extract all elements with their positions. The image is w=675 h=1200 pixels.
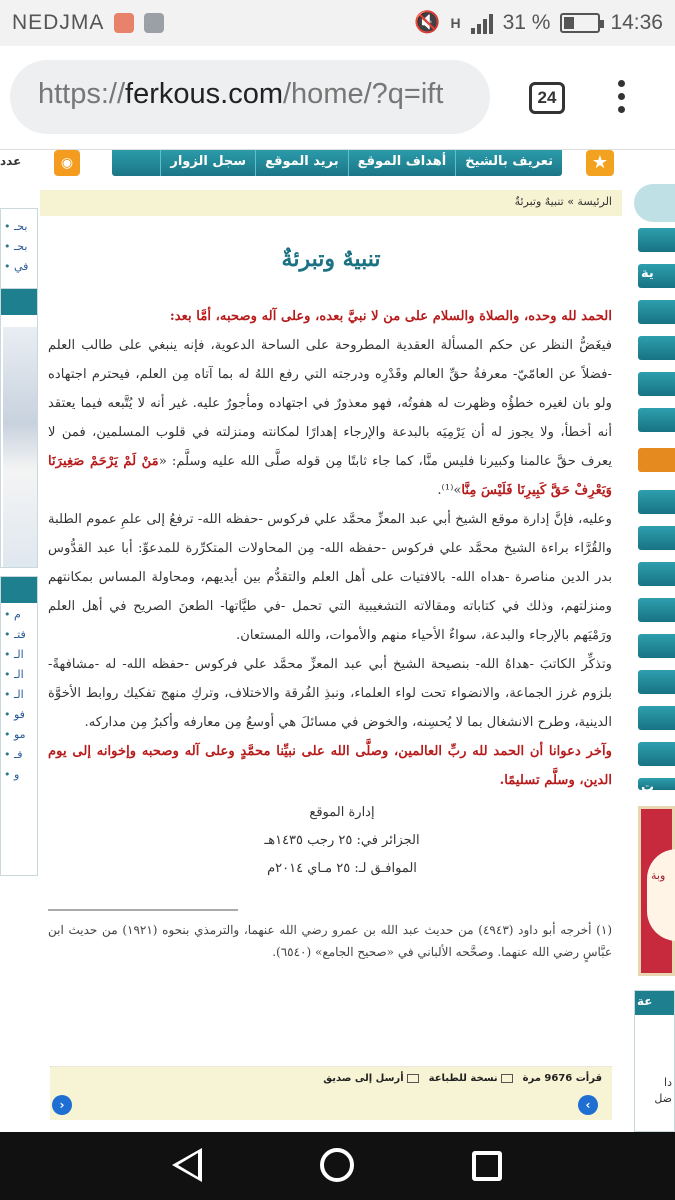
recent-apps-icon[interactable] (472, 1151, 502, 1181)
mute-icon: 🔇 (414, 11, 441, 34)
book-title: وبة (647, 849, 675, 941)
left-link[interactable]: • و (4, 765, 37, 785)
right-box (634, 990, 675, 1132)
url-bar[interactable] (10, 60, 490, 134)
left-box-3 (0, 576, 38, 876)
browser-toolbar (0, 46, 675, 150)
battery-icon (560, 13, 600, 33)
signature-line: إدارة الموقع (309, 805, 375, 820)
breadcrumb[interactable]: الرئيسة » تنبيهٌ وتبرئةٌ (40, 190, 622, 216)
gallery-notification-icon (144, 13, 164, 33)
right-menu-item[interactable] (638, 742, 675, 766)
web-page (0, 150, 675, 1132)
url-scheme: https:// (38, 78, 126, 110)
right-menu-item[interactable] (638, 562, 675, 586)
article-opening: الحمد لله وحده، والصلاة والسلام على من لا نبيَّ بعده، وعلى آله وصحبه، أمَّا بعد: (169, 309, 612, 324)
clock: 14:36 (610, 11, 663, 34)
printer-icon (501, 1074, 513, 1083)
article-closing: وآخر دعوانا أن الحمد لله ربِّ العالمين، وصلَّى الله على نبيِّنا محمَّدٍ وعلى آله وصحبه وإخوانه إلى يوم الدين، وسلَّم تسليمًا. (48, 744, 612, 788)
carrier-name: NEDJMA (12, 11, 105, 34)
tab-switcher-button[interactable]: 24 (529, 82, 565, 114)
left-box-2 (0, 288, 38, 568)
right-menu-item[interactable]: ت (638, 778, 675, 790)
envelope-icon (407, 1074, 419, 1083)
app-notification-icon (114, 13, 134, 33)
status-bar (0, 0, 675, 46)
left-link[interactable]: • فتـ (4, 625, 37, 645)
left-link[interactable]: • الـ (4, 645, 37, 665)
nav-about-sheikh[interactable]: تعريف بالشيخ (455, 150, 562, 176)
right-menu-item[interactable] (638, 526, 675, 550)
book-cover-image[interactable] (638, 806, 675, 976)
right-menu-item[interactable]: ية (638, 264, 675, 288)
right-box-text: دا ضل (654, 1076, 672, 1105)
header-decoration (634, 184, 675, 222)
right-menu-item[interactable] (638, 598, 675, 622)
right-menu-item[interactable] (638, 408, 675, 432)
hadith-quote: مَنْ لَمْ يَرْحَمْ صَغِيرَنَا وَيَعْرِفْ حَقَّ كَبِيرِنَا فَلَيْسَ مِنَّا (48, 454, 612, 498)
right-menu-item[interactable] (638, 300, 675, 324)
article-body (40, 302, 622, 795)
left-link[interactable]: • الـ (4, 685, 37, 705)
back-icon[interactable] (172, 1148, 202, 1182)
left-link[interactable]: • فـ (4, 745, 37, 765)
right-menu-item[interactable] (638, 670, 675, 694)
left-link[interactable]: • بحـ (4, 237, 37, 257)
system-nav-bar (0, 1132, 675, 1200)
main-content (40, 190, 622, 1132)
print-link[interactable] (429, 1073, 513, 1084)
right-menu-item[interactable] (638, 706, 675, 730)
footnote-ref[interactable]: »⁽¹⁾. (437, 483, 462, 498)
url-path: /home/?q=ift (283, 78, 444, 110)
battery-percent: 31 % (502, 11, 551, 34)
next-article-icon[interactable]: › (578, 1095, 598, 1115)
left-box-header (1, 289, 37, 315)
page-title: تنبيهٌ وتبرئةٌ (281, 246, 381, 272)
right-box-title: عة (635, 991, 674, 1015)
right-menu-item[interactable] (638, 372, 675, 396)
signature-block (192, 799, 492, 883)
right-sidebar (634, 184, 675, 1132)
right-menu-item-active[interactable] (638, 448, 675, 472)
print-label: نسخة للطباعة (428, 1073, 498, 1084)
footnote: (١) أخرجه أبو داود (٤٩٤٣) من حديث عبد الله بن عمرو رضي الله عنهما، والترمذي بنحوه (١٩٢١) من حديث ابن عبَّاسٍ رضي الله عنهما. وصحَّحه الألباني في «صحيح الجامع» (٦٥٤٠). (48, 923, 612, 959)
signature-line: الموافـق لـ: ٢٥ مـاي ٢٠١٤م (267, 861, 417, 876)
main-navbar (112, 150, 562, 176)
right-menu-item[interactable] (638, 228, 675, 252)
article-paragraph-2: وعليه، فإنَّ إدارة موقع الشيخ أبي عبد المعزِّ محمَّد علي فركوس -حفظه الله- ترفعُ إلى علمِ عموم الطلبة والقُرَّاء براءة الشيخ محمَّد علي فركوس -حفظه الله- مِن المحاولات المتكرِّرة للمدعوِّ: أبا عبد القدُّوس بدر الدين مناصرة -هداه الله- بالافتيات على أهل العلم والتقدُّم بين أيديهم، ومحاولة المساس بمكانتهم ومنزلتهم، وذلك في كتاباته ومقالاته التشغيبية التي تحمل -في طيَّاتها- الطعنَ الصريح في أهل العلم ورَمْيَهم بالإرجاء والبدعة، سواءٌ الأحياء منهم والأموات، والله المستعان. (48, 512, 612, 643)
right-menu-item[interactable] (638, 336, 675, 360)
nav-site-goals[interactable]: أهداف الموقع (348, 150, 456, 176)
url-host: ferkous.com (125, 78, 283, 110)
right-menu-item[interactable] (638, 634, 675, 658)
read-count: قرأت 9676 مرة (522, 1073, 602, 1084)
left-sidebar (0, 184, 38, 1132)
article-paragraph-3: وتذكِّر الكاتبَ -هداهُ الله- بنصيحة الشيخ أبي عبد المعزِّ محمَّد علي فركوس -حفظه الله- له -مشافهةً- بلزوم غرز الجماعة، والانضواء تحت لواء العلماء، ونبذِ الفُرقة والاختلاف، وتركِ منهج تفكيك روابط الأخوَّة الدينية، وطرح الانشغال بما لا يُحسِنه، والخوض في مسائلَ هي أوسعُ مِن معارفه وأكبرُ مِن مداركه. (48, 657, 612, 730)
article-paragraph-1 (48, 331, 612, 505)
nav-site-mail[interactable]: بريد الموقع (255, 150, 347, 176)
left-link[interactable]: • فو (4, 705, 37, 725)
favorite-star-icon[interactable]: ★ (586, 150, 614, 176)
paragraph-text: فيغَضُّ النظر عن حكم المسألة العقدية المطروحة على الساحة الدعوية، فإنه ينبغي على طالب العلم -فضلاً عن العامّيّ- معرفةُ حقِّ العالم وقَدْرِه ودرجته التي رفع اللهُ له بما آتاه مِن العلم، فيحترم اجتهاده ولو بان لغيره خطؤُه وظهرت له هفوتُه، فهو معذورٌ في اجتهاده ومأجورٌ عليه. غير أنه لا يُتَّبعه فيما يعتقد أنه أخطأ، ولا يجوز له أن يَرْمِيَه بالبدعة والإرجاء إهدارًا لمكانته ومنزلته في قلوب المسلمين، فمن لا يعرف حقَّ عالمنا وكبيرنا فليس منَّا، كما جاء ثابتًا مِن قوله صلَّى الله عليه وسلَّم: « (48, 338, 612, 469)
article-tools (323, 1073, 602, 1084)
signature-line: الجزائر في: ٢٥ رجب ١٤٣٥هـ (264, 833, 420, 848)
home-icon[interactable] (320, 1148, 354, 1182)
left-link[interactable]: • الـ (4, 665, 37, 685)
left-link[interactable]: • بحـ (4, 217, 37, 237)
previous-article-icon[interactable]: ‹ (52, 1095, 72, 1115)
left-link[interactable]: • في (4, 257, 37, 277)
article-toolbar (50, 1066, 612, 1120)
network-type: H (450, 15, 461, 31)
right-menu-item[interactable] (638, 490, 675, 514)
send-to-friend-link[interactable] (323, 1073, 418, 1084)
nav-guestbook[interactable]: سجل الزوار (160, 150, 255, 176)
rss-icon[interactable]: ◉ (54, 150, 80, 176)
send-label: أرسل إلى صديق (323, 1073, 404, 1084)
visitor-count-label: عدد (0, 154, 22, 168)
left-link[interactable]: • م (4, 605, 37, 625)
top-nav (0, 150, 675, 180)
left-link[interactable]: • مو (4, 725, 37, 745)
overflow-menu-icon[interactable] (614, 80, 628, 120)
left-box-header (1, 577, 37, 603)
left-banner-image[interactable] (3, 327, 37, 567)
signal-icon (471, 12, 493, 34)
